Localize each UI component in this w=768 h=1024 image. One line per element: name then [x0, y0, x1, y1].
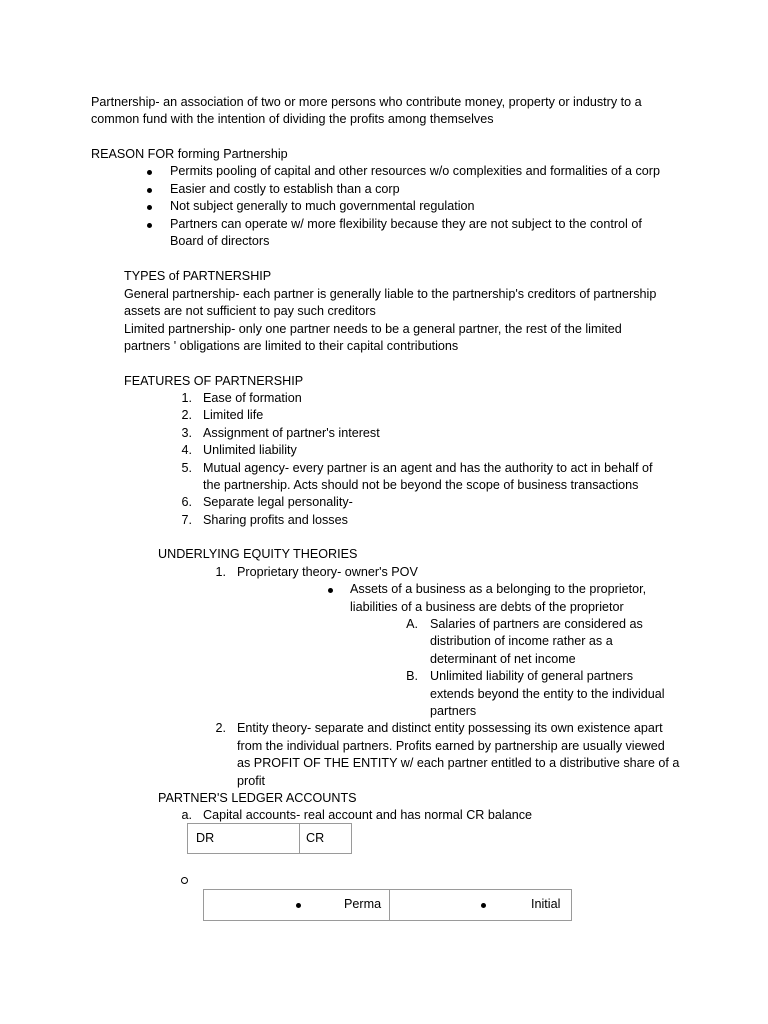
- reason-item-continued: Board of directors: [170, 234, 270, 248]
- entity-theory-line: profit: [237, 774, 265, 788]
- sub-item-b-line: Unlimited liability of general partners: [430, 669, 633, 683]
- reason-item: Easier and costly to establish than a corp: [170, 182, 400, 196]
- entity-theory-line: from the individual partners. Profits earned by partnership are usually viewed: [237, 739, 665, 753]
- features-number: 6.: [181, 495, 192, 509]
- perma-initial-table: [203, 889, 572, 921]
- proprietary-theory: Proprietary theory- owner's POV: [237, 565, 418, 579]
- hollow-bullet-icon: [181, 877, 188, 884]
- dr-label: DR: [196, 831, 215, 845]
- sub-item-a-marker: A.: [406, 617, 418, 631]
- features-item: Unlimited liability: [203, 443, 297, 457]
- ledger-heading: PARTNER'S LEDGER ACCOUNTS: [158, 791, 357, 805]
- equity-number-1: 1.: [215, 565, 226, 579]
- reason-heading: REASON FOR forming Partnership: [91, 147, 288, 161]
- dr-cell: [188, 824, 300, 853]
- initial-label: Initial: [531, 897, 561, 911]
- bullet-icon: [147, 223, 152, 228]
- features-item: Sharing profits and losses: [203, 513, 348, 527]
- bullet-icon: [147, 170, 152, 175]
- types-line: partners ' obligations are limited to their capital contributions: [124, 339, 459, 353]
- cr-cell: [300, 824, 351, 853]
- types-line: General partnership- each partner is generally liable to the partnership's creditors of partnership: [124, 287, 657, 301]
- types-line: assets are not sufficient to pay such creditors: [124, 304, 376, 318]
- cr-label: CR: [306, 831, 325, 845]
- features-item: Assignment of partner's interest: [203, 426, 380, 440]
- reason-item: Partners can operate w/ more flexibility because they are not subject to the control of: [170, 217, 642, 231]
- reason-item: Permits pooling of capital and other resources w/o complexities and formalities of a corp: [170, 164, 660, 178]
- intro-line-1: Partnership- an association of two or more persons who contribute money, property or industry to a: [91, 95, 642, 109]
- sub-item-a-line: determinant of net income: [430, 652, 576, 666]
- sub-item-a-line: Salaries of partners are considered as: [430, 617, 643, 631]
- bullet-icon: [481, 903, 486, 908]
- bullet-icon: [147, 205, 152, 210]
- features-number: 7.: [181, 513, 192, 527]
- bullet-icon: [328, 588, 333, 593]
- entity-theory-line: Entity theory- separate and distinct entity possessing its own existence apart: [237, 721, 663, 735]
- bullet-icon: [296, 903, 301, 908]
- proprietary-bullet-line: Assets of a business as a belonging to the proprietor,: [350, 582, 647, 596]
- reason-item: Not subject generally to much governmental regulation: [170, 199, 475, 213]
- ledger-item-a-marker: a.: [181, 808, 192, 822]
- types-heading: TYPES of PARTNERSHIP: [124, 269, 272, 283]
- initial-cell: [390, 890, 571, 920]
- equity-number-2: 2.: [215, 721, 226, 735]
- sub-item-b-marker: B.: [406, 669, 418, 683]
- features-heading: FEATURES OF PARTNERSHIP: [124, 374, 304, 388]
- proprietary-bullet-line: liabilities of a business are debts of the proprietor: [350, 600, 624, 614]
- features-number: 5.: [181, 461, 192, 475]
- capital-accounts-text: Capital accounts- real account and has normal CR balance: [203, 808, 533, 822]
- features-number: 3.: [181, 426, 192, 440]
- features-item: Limited life: [203, 408, 264, 422]
- features-number: 2.: [181, 408, 192, 422]
- entity-theory-line: as PROFIT OF THE ENTITY w/ each partner entitled to a distributive share of a: [237, 756, 680, 770]
- dr-cr-table: [187, 823, 352, 854]
- features-number: 4.: [181, 443, 192, 457]
- features-item: Separate legal personality-: [203, 495, 353, 509]
- types-line: Limited partnership- only one partner needs to be a general partner, the rest of the limited: [124, 322, 622, 336]
- sub-item-b-line: partners: [430, 704, 477, 718]
- features-item-continued: the partnership. Acts should not be beyond the scope of business transactions: [203, 478, 639, 492]
- features-item: Ease of formation: [203, 391, 302, 405]
- equity-heading: UNDERLYING EQUITY THEORIES: [158, 547, 358, 561]
- perma-label: Perma: [344, 897, 382, 911]
- features-item: Mutual agency- every partner is an agent and has the authority to act in behalf of: [203, 461, 653, 475]
- bullet-icon: [147, 188, 152, 193]
- perma-cell: [204, 890, 390, 920]
- features-number: 1.: [181, 391, 192, 405]
- sub-item-a-line: distribution of income rather as a: [430, 634, 613, 648]
- sub-item-b-line: extends beyond the entity to the individual: [430, 687, 665, 701]
- intro-line-2: common fund with the intention of dividing the profits among themselves: [91, 112, 494, 126]
